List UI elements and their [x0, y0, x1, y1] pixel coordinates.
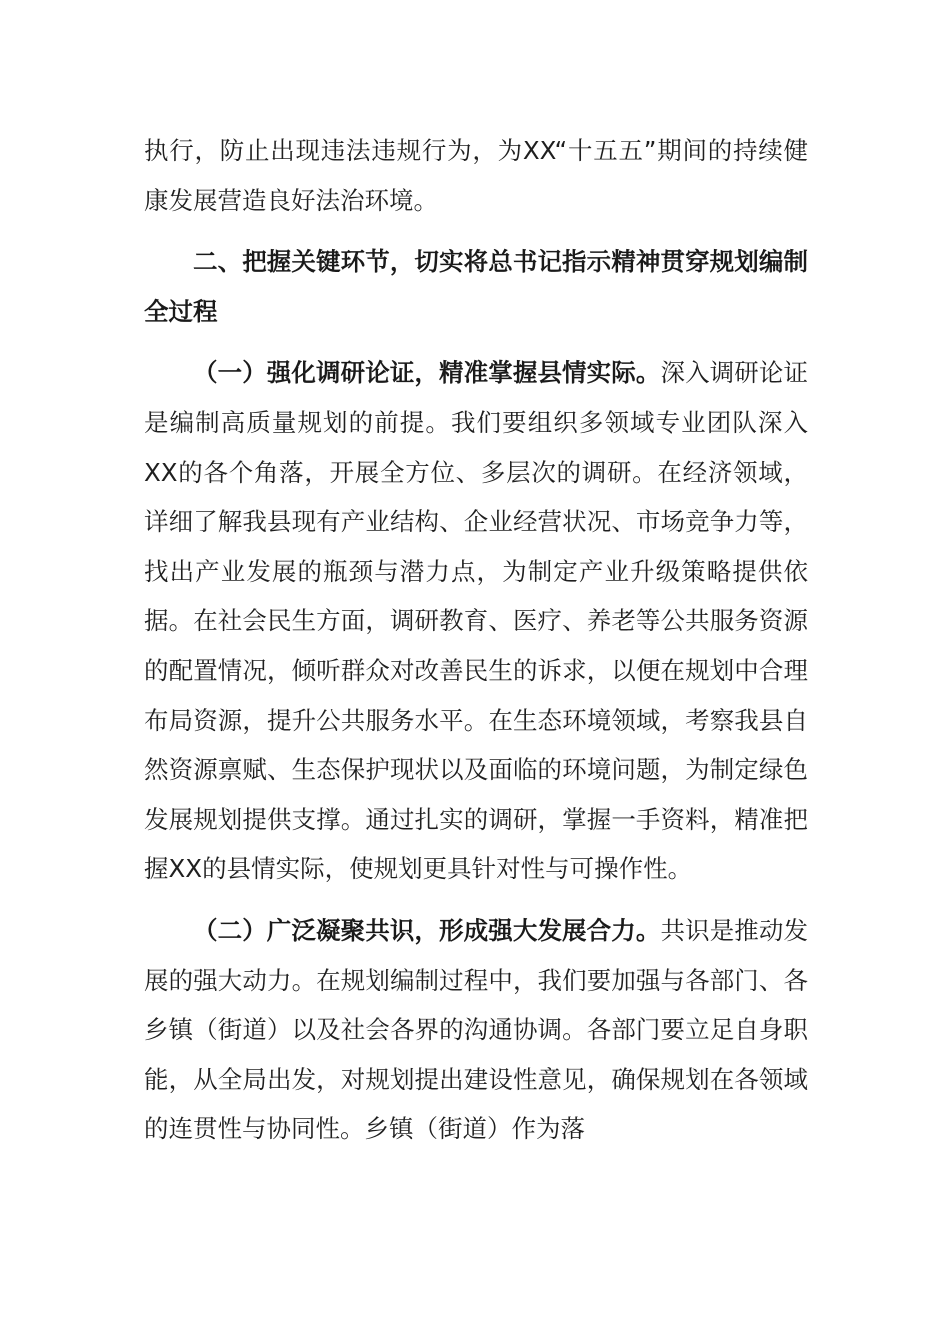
section-heading: 二、把握关键环节，切实将总书记指示精神贯穿规划编制全过程	[144, 247, 808, 326]
paragraph-continuation: 执行，防止出现违法违规行为，为XX“十五五”期间的持续健康发展营造良好法治环境。	[144, 136, 808, 215]
subsection-1-lead: （一）强化调研论证，精准掌握县情实际。	[193, 358, 661, 388]
subsection-1-body: 深入调研论证是编制高质量规划的前提。我们要组织多领域专业团队深入XX的各个角落，开展全方位、多层次的调研。在经济领域，详细了解我县现有产业结构、企业经营状况、市场竞争力等，找出产业发展的瓶颈与潜力点，为制定产业升级策略提供依据。在社会民生方面，调研教育、医疗、养老等公共服务资源的配置情况，倾听群众对改善民生的诉求，以便在规划中合理布局资源，提升公共服务水平。在生态环境领域，考察我县自然资源禀赋、生态保护现状以及面临的环境问题，为制定绿色发展规划提供支撑。通过扎实的调研，掌握一手资料，精准把握XX的县情实际，使规划更具针对性与可操作性。	[144, 358, 809, 884]
subsection-2-paragraph	[144, 906, 808, 1154]
subsection-1-paragraph	[144, 348, 808, 894]
subsection-2-body: 共识是推动发展的强大动力。在规划编制过程中，我们要加强与各部门、各乡镇（街道）以及社会各界的沟通协调。各部门要立足自身职能，从全局出发，对规划提出建设性意见，确保规划在各领域的连贯性与协同性。乡镇（街道）作为落	[144, 915, 809, 1144]
document-body	[144, 126, 808, 1154]
subsection-2-lead: （二）广泛凝聚共识，形成强大发展合力。	[193, 915, 661, 945]
